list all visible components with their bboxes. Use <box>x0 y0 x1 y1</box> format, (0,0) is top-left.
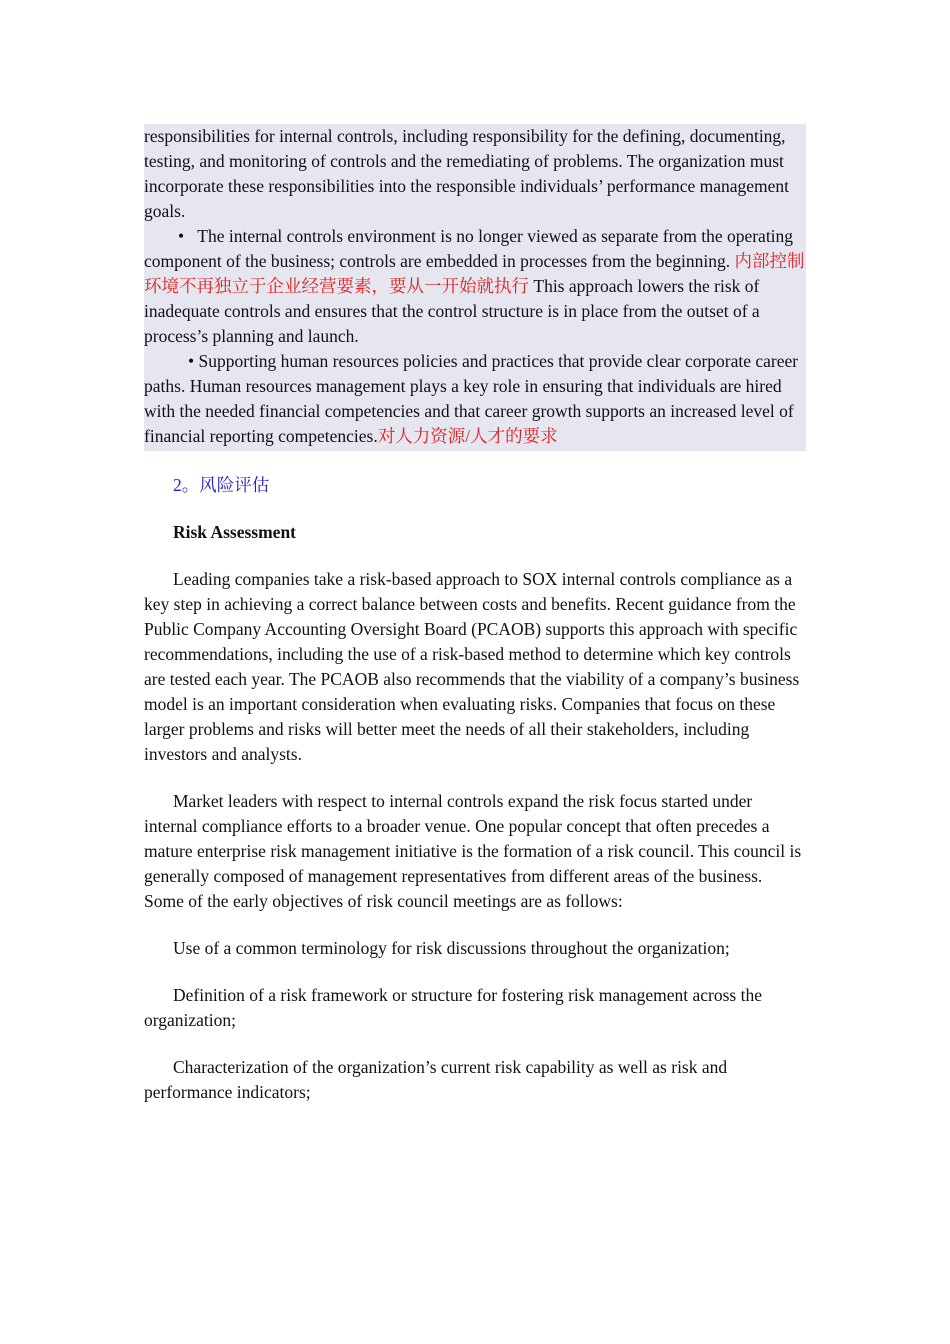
section-heading: Risk Assessment <box>173 522 297 542</box>
section-heading-chinese: 2。风险评估 <box>173 475 270 495</box>
bullet-text: Supporting human resources policies and practices that provide clear corporate career paths. Human resources management plays a key role in ensuring that individuals are hired with the needed financial competencies and that career growth supports an increased level of financial reporting competencies. <box>144 351 799 446</box>
bullet-icon: • <box>178 226 185 246</box>
chinese-annotation: 内部控制环境不再独立于企业经营要素，要从一开始就执行 <box>144 251 805 296</box>
bullet-text-continued: This approach lowers the risk of inadequate controls and ensures that the control structure is in place from the outset of a process’s planning and launch. <box>144 276 760 346</box>
list-item: Characterization of the organization’s current risk capability as well as risk and performance indicators; <box>144 1057 728 1102</box>
paragraph: responsibilities for internal controls, including responsibility for the defining, documenting, testing, and monitoring of controls and the remediating of problems. The organization must incorporate these responsibilities into the responsible individuals’ performance management goals. <box>144 126 790 221</box>
chinese-annotation: 对人力资源/人才的要求 <box>377 426 558 446</box>
highlighted-block <box>144 124 806 451</box>
list-item: Definition of a risk framework or structure for fostering risk management across the organization; <box>144 985 762 1030</box>
bullet-item <box>144 349 806 449</box>
paragraph: Leading companies take a risk-based approach to SOX internal controls compliance as a key step in achieving a correct balance between costs and benefits. Recent guidance from the Public Company Accounting Oversight Board (PCAOB) supports this approach with specific recommendations, including the use of a risk-based method to determine which key controls are tested each year. The PCAOB also recommends that the viability of a company’s business model is an important consideration when evaluating risks. Companies that focus on these larger problems and risks will better meet the needs of all their stakeholders, including investors and analysts. <box>144 569 800 764</box>
paragraph: Market leaders with respect to internal controls expand the risk focus started under internal compliance efforts to a broader venue. One popular concept that often precedes a mature enterprise risk management initiative is the formation of a risk council. This council is generally composed of management representatives from different areas of the business. Some of the early objectives of risk council meetings are as follows: <box>144 791 802 911</box>
bullet-item <box>144 224 806 349</box>
document-page <box>144 124 806 1105</box>
bullet-text: The internal controls environment is no longer viewed as separate from the operating component of the business; controls are embedded in processes from the beginning. <box>144 226 794 271</box>
list-item: Use of a common terminology for risk discussions throughout the organization; <box>173 938 730 958</box>
bullet-icon: • <box>188 351 195 371</box>
